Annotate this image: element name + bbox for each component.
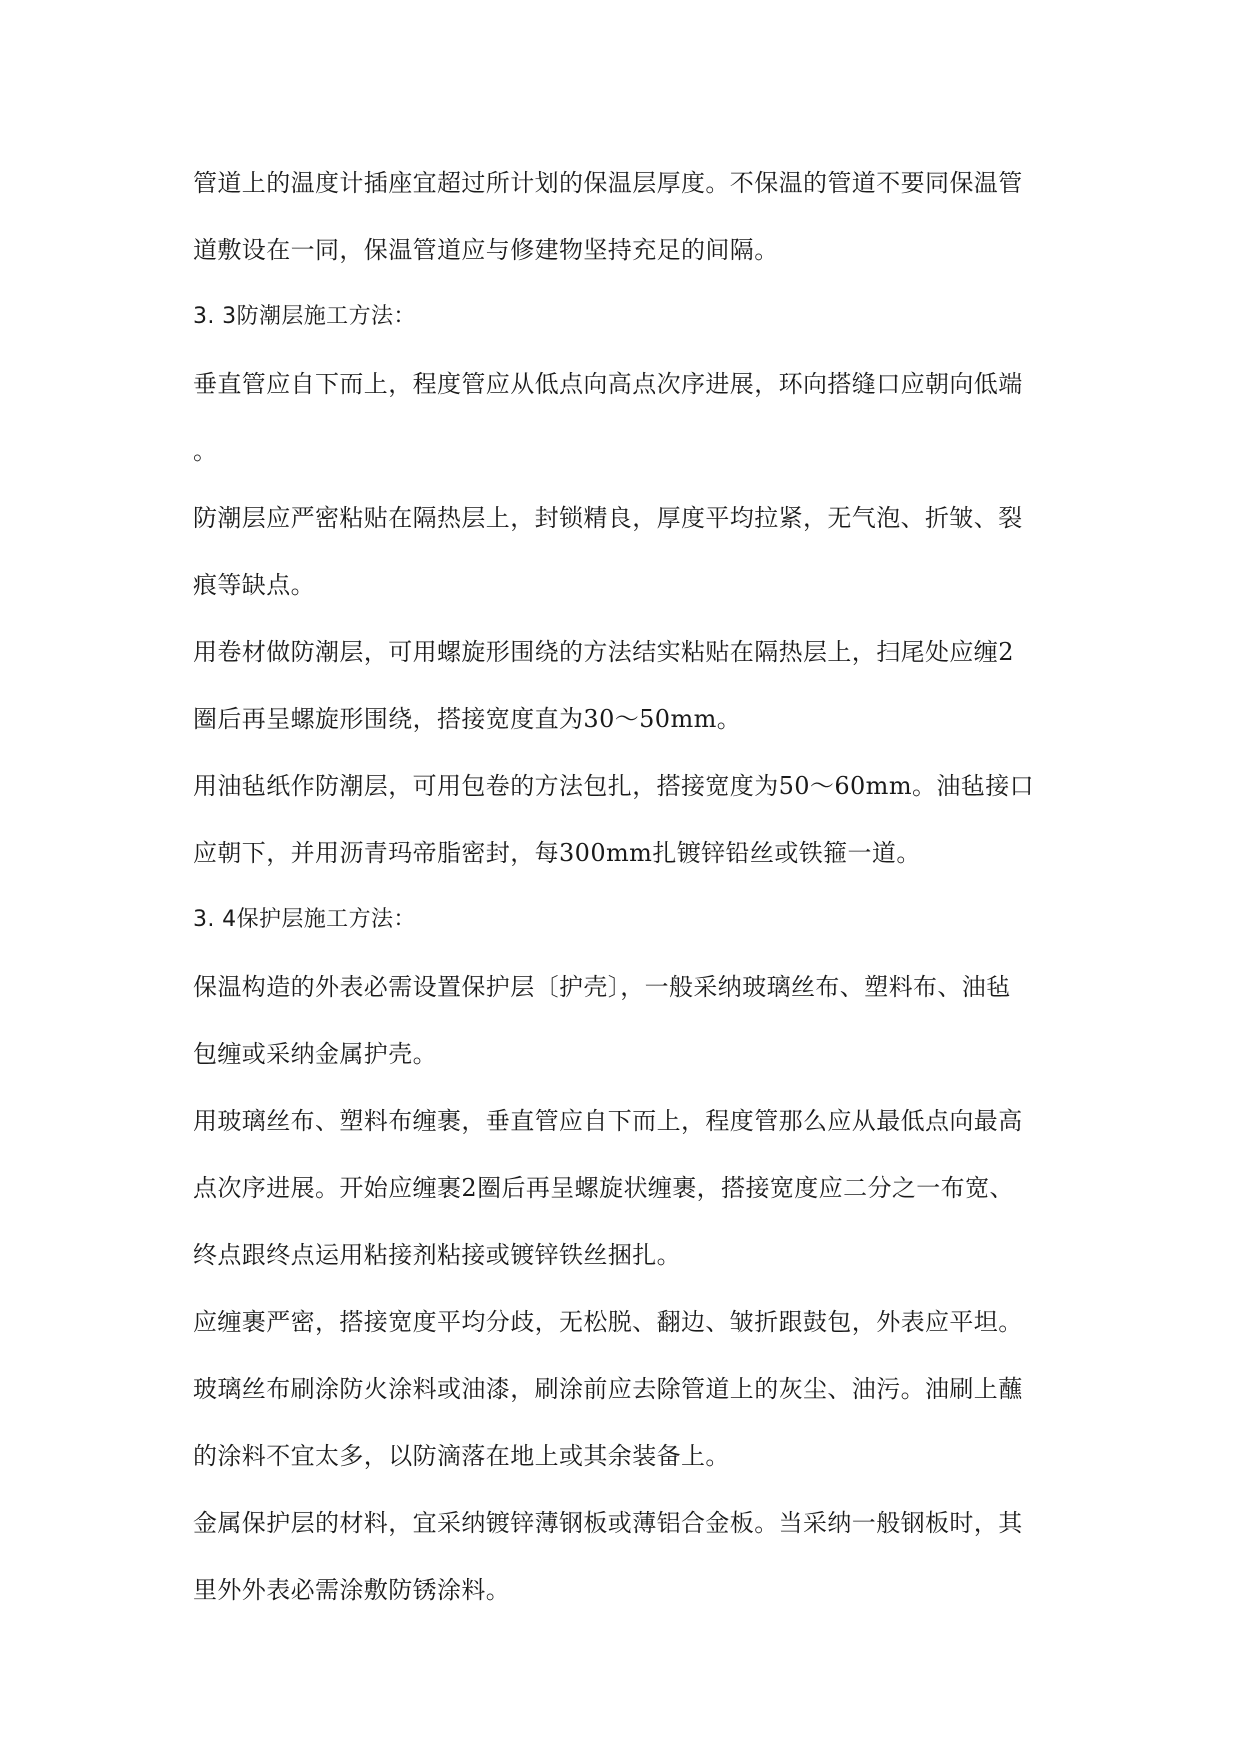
- text-line: 包缠或采纳金属护壳。: [193, 1040, 437, 1068]
- text-line: 痕等缺点。: [193, 571, 315, 599]
- text-line: 用卷材做防潮层，可用螺旋形围绕的方法结实粘贴在隔热层上，扫尾处应缠2: [193, 638, 1014, 666]
- document-body: [193, 160, 1053, 1634]
- text-line: 道敷设在一同，保温管道应与修建物坚持充足的间隔。: [193, 236, 779, 264]
- text-line: 用玻璃丝布、塑料布缠裹，垂直管应自下而上，程度管那么应从最低点向最高: [193, 1107, 1023, 1135]
- text-line: 终点跟终点运用粘接剂粘接或镀锌铁丝捆扎。: [193, 1241, 681, 1269]
- text-line: 管道上的温度计插座宜超过所计划的保温层厚度。不保温的管道不要同保温管: [193, 169, 1023, 197]
- text-line: 点次序进展。开始应缠裹2圈后再呈螺旋状缠裹，搭接宽度应二分之一布宽、: [193, 1174, 1014, 1202]
- text-line: 垂直管应自下而上，程度管应从低点向高点次序进展，环向搭缝口应朝向低端: [193, 370, 1023, 398]
- text-line: 里外外表必需涂敷防锈涂料。: [193, 1576, 511, 1604]
- section-heading: 3. 4保护层施工方法：: [193, 907, 416, 932]
- text-line: 。: [193, 437, 218, 465]
- text-line: 用油毡纸作防潮层，可用包卷的方法包扎，搭接宽度为50～60mm。油毡接口: [193, 772, 1034, 800]
- text-line: 防潮层应严密粘贴在隔热层上，封锁精良，厚度平均拉紧，无气泡、折皱、裂: [193, 504, 1023, 532]
- text-line: 玻璃丝布刷涂防火涂料或油漆，刷涂前应去除管道上的灰尘、油污。油刷上蘸: [193, 1375, 1023, 1403]
- text-line: 的涂料不宜太多，以防滴落在地上或其余装备上。: [193, 1442, 730, 1470]
- section-heading: 3. 3防潮层施工方法：: [193, 304, 416, 329]
- text-line: 保温构造的外表必需设置保护层〔护壳〕，一般采纳玻璃丝布、塑料布、油毡: [193, 973, 1011, 1001]
- text-line: 应缠裹严密，搭接宽度平均分歧，无松脱、翻边、皱折跟鼓包，外表应平坦。: [193, 1308, 1023, 1336]
- text-line: 圈后再呈螺旋形围绕，搭接宽度直为30～50mm。: [193, 705, 742, 733]
- text-line: 金属保护层的材料，宜采纳镀锌薄钢板或薄铝合金板。当采纳一般钢板时，其: [193, 1509, 1023, 1537]
- text-line: 应朝下，并用沥青玛帝脂密封，每300mm扎镀锌铅丝或铁箍一道。: [193, 839, 921, 867]
